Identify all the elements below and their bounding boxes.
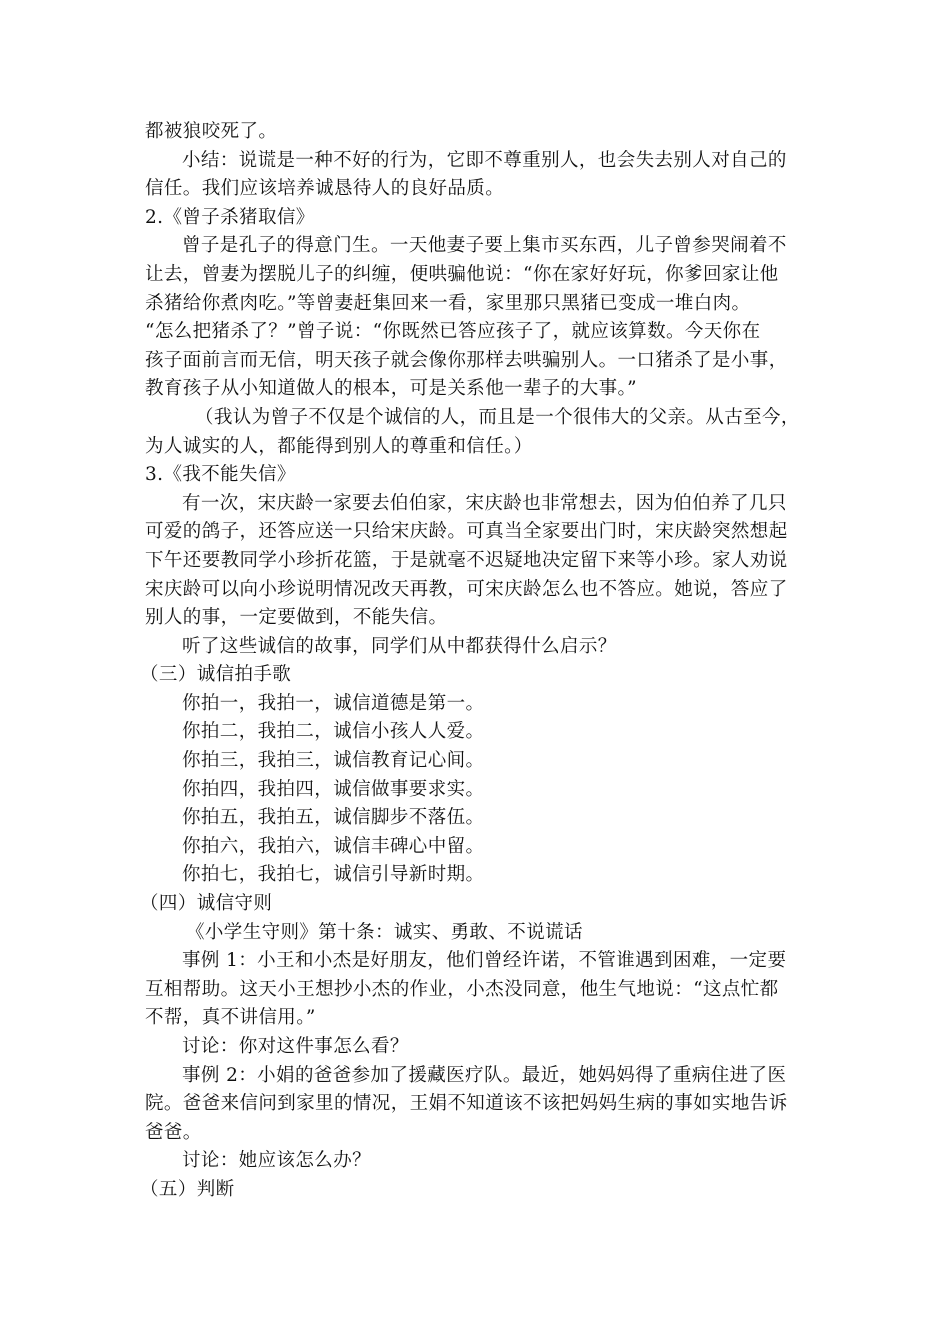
- case-2-paragraph-cont: 院。爸爸来信问到家里的情况，王娟不知道该不该把妈妈生病的事如实地告诉: [145, 1093, 788, 1115]
- discussion-2: 讨论：她应该怎么办？: [182, 1150, 372, 1172]
- story-2-paragraph-cont: 让去，曾妻为摆脱儿子的纠缠，便哄骗他说：“你在家好好玩，你爹回家让他: [145, 263, 779, 285]
- story-3-paragraph-cont: 宋庆龄可以向小珍说明情况改天再教，可宋庆龄怎么也不答应。她说，答应了: [145, 578, 788, 600]
- case-1-paragraph-cont: 互相帮助。这天小王想抄小杰的作业，小杰没同意，他生气地说：“这点忙都: [145, 978, 779, 1000]
- summary-paragraph-cont: 信任。我们应该培养诚恳待人的良好品质。: [145, 178, 505, 200]
- document-body: [140, 118, 805, 1205]
- story-2-heading: 2.《曾子杀猪取信》: [145, 206, 315, 228]
- story-3-paragraph: 有一次，宋庆龄一家要去伯伯家，宋庆龄也非常想去，因为伯伯养了几只: [182, 492, 787, 514]
- story-3-paragraph-cont: 别人的事，一定要做到，不能失信。: [145, 607, 448, 629]
- story-2-paragraph-cont: “怎么把猪杀了？”曾子说：“你既然已答应孩子了，就应该算数。今天你在: [145, 321, 761, 343]
- section-5-heading: （五）判断: [140, 1178, 235, 1200]
- story-3-paragraph-cont: 可爱的鸽子，还答应送一只给宋庆龄。可真当全家要出门时，宋庆龄突然想起: [145, 521, 788, 543]
- story-2-paragraph-cont: 教育孩子从小知道做人的根本，可是关系他一辈子的大事。”: [145, 378, 638, 400]
- case-1-paragraph: 事例 1：小王和小杰是好朋友，他们曾经许诺，不管谁遇到困难，一定要: [182, 950, 787, 972]
- chant-line: 你拍三，我拍三，诚信教育记心间。: [182, 750, 485, 772]
- chant-line: 你拍六，我拍六，诚信丰碑心中留。: [182, 835, 485, 857]
- chant-line: 你拍二，我拍二，诚信小孩人人爱。: [182, 721, 485, 743]
- section-3-heading: （三）诚信拍手歌: [140, 664, 292, 686]
- story-1-ending: 都被狼咬死了。: [145, 121, 278, 142]
- section-4-heading: （四）诚信守则: [140, 893, 273, 915]
- chant-line: 你拍一，我拍一，诚信道德是第一。: [182, 692, 485, 714]
- rule-statement: 《小学生守则》第十条：诚实、勇敢、不说谎话: [186, 921, 583, 943]
- story-2-paragraph-cont: 杀猪给你煮肉吃。”等曾妻赶集回来一看，家里那只黑猪已变成一堆白肉。: [145, 292, 751, 314]
- case-2-paragraph-cont: 爸爸。: [145, 1121, 202, 1143]
- story-2-comment: （我认为曾子不仅是个诚信的人，而且是一个很伟大的父亲。从古至今，: [195, 406, 800, 428]
- chant-line: 你拍四，我拍四，诚信做事要求实。: [182, 778, 485, 800]
- story-2-paragraph: 曾子是孔子的得意门生。一天他妻子要上集市买东西，儿子曾参哭闹着不: [182, 235, 787, 257]
- story-3-paragraph-cont: 下午还要教同学小珍折花篮，于是就毫不迟疑地决定留下来等小珍。家人劝说: [145, 549, 788, 571]
- chant-line: 你拍七，我拍七，诚信引导新时期。: [182, 864, 485, 886]
- story-2-comment-cont: 为人诚实的人，都能得到别人的尊重和信任。）: [145, 435, 533, 457]
- story-2-paragraph-cont: 孩子面前言而无信，明天孩子就会像你那样去哄骗别人。一口猪杀了是小事，: [145, 349, 788, 371]
- case-1-paragraph-cont: 不帮，真不讲信用。”: [145, 1007, 316, 1029]
- chant-line: 你拍五，我拍五，诚信脚步不落伍。: [182, 807, 485, 829]
- discussion-1: 讨论：你对这件事怎么看？: [182, 1036, 409, 1057]
- story-3-heading: 3.《我不能失信》: [145, 464, 296, 486]
- reflection-question: 听了这些诚信的故事，同学们从中都获得什么启示？: [182, 635, 617, 657]
- summary-paragraph: 小结：说谎是一种不好的行为，它即不尊重别人，也会失去别人对自己的: [182, 149, 787, 171]
- case-2-paragraph: 事例 2：小娟的爸爸参加了援藏医疗队。最近，她妈妈得了重病住进了医: [182, 1064, 787, 1086]
